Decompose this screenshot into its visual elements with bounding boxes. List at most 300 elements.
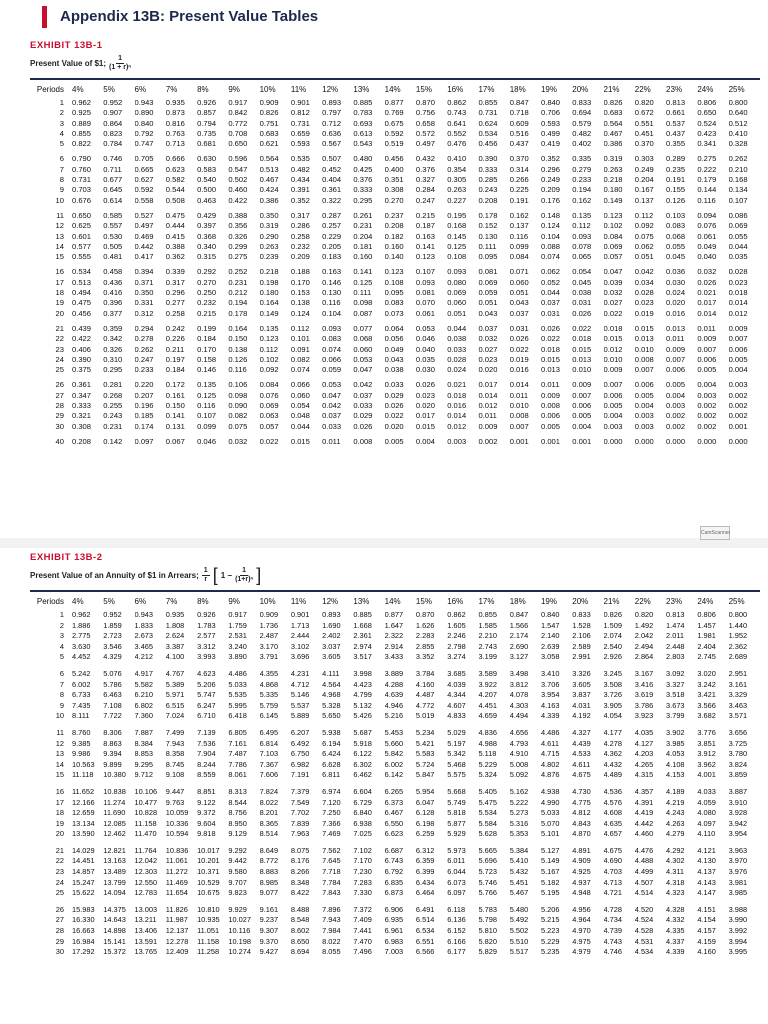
period-cell: 13 [55, 749, 64, 759]
table-row [30, 288, 760, 298]
value-cell: 0.326 [228, 231, 248, 241]
period-cell: 21 [55, 323, 64, 333]
period-cell: 24 [55, 877, 64, 887]
value-cell: 13.211 [134, 915, 157, 925]
value-cell: 9.108 [165, 770, 185, 780]
period-cell: 2 [59, 620, 64, 630]
value-cell: 0.074 [322, 344, 342, 354]
value-cell: 4.910 [509, 749, 529, 759]
value-cell: 0.046 [197, 436, 217, 446]
value-cell: 0.014 [728, 298, 748, 308]
period-cell: 11 [56, 210, 64, 220]
value-cell: 0.003 [634, 411, 654, 421]
period-cell: 18 [55, 808, 64, 818]
value-cell: 0.168 [728, 175, 748, 185]
value-cell: 0.322 [322, 195, 342, 205]
value-cell: 0.290 [259, 231, 279, 241]
value-cell: 4.121 [697, 845, 716, 855]
value-cell: 0.792 [134, 128, 154, 138]
value-cell: 0.011 [322, 436, 341, 446]
value-cell: 0.797 [322, 108, 342, 118]
value-cell: 4.528 [634, 926, 654, 936]
value-cell: 0.172 [165, 380, 185, 390]
value-cell: 7.161 [228, 738, 247, 748]
value-cell: 7.722 [103, 711, 122, 721]
table-row [30, 119, 760, 129]
value-cell: 0.049 [697, 241, 717, 251]
value-cell: 0.107 [728, 195, 748, 205]
value-cell: 0.481 [103, 252, 123, 262]
value-cell: 0.370 [634, 139, 654, 149]
value-cell: 0.394 [134, 267, 154, 277]
value-cell: 0.706 [540, 108, 560, 118]
value-cell: 6.002 [384, 759, 404, 769]
value-cell: 0.069 [603, 241, 623, 251]
value-cell: 8.760 [72, 727, 91, 737]
value-cell: 0.909 [259, 98, 279, 107]
value-cell: 0.252 [228, 267, 248, 277]
value-cell: 5.242 [72, 668, 91, 678]
value-cell: 0.026 [540, 323, 560, 333]
value-cell: 0.592 [384, 128, 404, 138]
value-cell: 13.134 [72, 818, 95, 828]
value-cell: 4.956 [572, 904, 591, 914]
value-cell: 0.002 [728, 401, 748, 411]
value-cell: 0.800 [728, 98, 748, 107]
value-cell: 0.009 [697, 334, 717, 344]
value-cell: 0.051 [634, 252, 654, 262]
value-cell: 0.131 [165, 421, 185, 431]
value-cell: 0.558 [134, 195, 154, 205]
value-cell: 0.458 [103, 267, 123, 277]
value-cell: 13.489 [103, 867, 126, 877]
exhibit-13b-1 [30, 40, 760, 447]
value-cell: 8.061 [228, 770, 247, 780]
value-cell: 6.198 [415, 818, 435, 828]
value-cell: 7.904 [197, 749, 216, 759]
formula-one: 1 − [220, 570, 233, 580]
value-cell: 0.184 [197, 334, 217, 344]
value-cell: 0.111 [353, 288, 372, 298]
table-row [30, 798, 760, 809]
value-cell: 0.037 [353, 390, 373, 400]
table-row [30, 437, 760, 447]
exhibit-title-text: Present Value of $1; [30, 58, 107, 68]
value-cell: 12.550 [134, 877, 158, 887]
value-cell: 0.145 [447, 231, 467, 241]
value-cell: 3.605 [322, 652, 341, 662]
value-cell: 0.022 [509, 344, 529, 354]
table-row [30, 196, 760, 206]
value-cell: 8.650 [290, 936, 310, 946]
value-cell: 4.031 [572, 700, 591, 710]
table-row [30, 926, 760, 937]
value-cell: 0.009 [478, 421, 498, 431]
value-cell: 0.362 [165, 252, 185, 262]
value-cell: 4.111 [322, 668, 340, 678]
value-cell: 3.329 [728, 690, 748, 700]
value-cell: 0.015 [603, 334, 623, 344]
value-cell: 2.042 [634, 631, 654, 641]
value-cell: 0.057 [603, 252, 623, 262]
value-cell: 6.302 [353, 759, 372, 769]
value-cell: 5.492 [509, 915, 529, 925]
value-cell: 0.388 [228, 210, 248, 220]
value-cell: 0.170 [197, 344, 217, 354]
value-cell: 2.448 [666, 641, 685, 651]
value-cell: 0.043 [509, 298, 529, 308]
value-cell: 5.453 [384, 727, 404, 737]
value-cell: 0.069 [259, 401, 279, 411]
value-cell: 1.440 [728, 620, 748, 630]
value-cell: 9.292 [228, 845, 247, 855]
value-cell: 0.247 [134, 354, 154, 364]
table-row [30, 867, 760, 878]
value-cell: 0.215 [415, 210, 435, 220]
value-cell: 0.885 [353, 610, 372, 619]
value-cell: 0.354 [447, 164, 467, 174]
value-cell: 0.007 [634, 365, 654, 375]
value-cell: 0.434 [290, 175, 310, 185]
value-cell: 2.639 [540, 641, 560, 651]
table-row [30, 232, 760, 242]
rate-header: 13% [353, 596, 370, 606]
value-cell: 8.602 [290, 926, 310, 936]
value-cell: 0.292 [197, 267, 217, 277]
value-cell: 0.029 [353, 411, 373, 421]
table-row [30, 621, 760, 632]
value-cell: 0.534 [72, 267, 92, 277]
value-cell: 3.619 [634, 690, 654, 700]
value-cell: 1.859 [103, 620, 122, 630]
value-cell: 2.803 [666, 652, 685, 662]
value-cell: 0.813 [666, 610, 685, 619]
value-cell: 10.836 [165, 845, 189, 855]
value-cell: 0.712 [322, 118, 342, 128]
value-cell: 0.195 [447, 210, 467, 220]
table-row [30, 947, 760, 958]
value-cell: 0.000 [728, 436, 748, 446]
exhibit-label: EXHIBIT 13B-2 [30, 552, 103, 563]
value-cell: 0.429 [197, 210, 217, 220]
value-cell: 0.044 [540, 288, 560, 298]
value-cell: 7.191 [290, 770, 310, 780]
value-cell: 0.500 [197, 185, 217, 195]
value-cell: 4.489 [603, 770, 623, 780]
value-cell: 0.505 [103, 241, 123, 251]
value-cell: 4.488 [634, 856, 654, 866]
value-cell: 10.116 [228, 926, 251, 936]
value-cell: 1.668 [353, 620, 372, 630]
value-cell: 0.439 [72, 323, 92, 333]
value-cell: 0.001 [572, 436, 592, 446]
value-cell: 0.024 [447, 365, 467, 375]
period-cell: 25 [55, 365, 64, 375]
value-cell: 0.074 [290, 365, 310, 375]
pv-table [30, 80, 760, 447]
table-row [30, 175, 760, 185]
formula-lead-numerator: 1 [203, 566, 208, 574]
value-cell: 5.783 [478, 904, 497, 914]
value-cell: 0.295 [103, 365, 123, 375]
value-cell: 0.812 [290, 108, 310, 118]
value-cell: 5.502 [509, 926, 529, 936]
value-cell: 0.746 [103, 154, 123, 164]
value-cell: 0.257 [322, 221, 342, 231]
value-cell: 7.487 [228, 749, 247, 759]
table-row [30, 701, 760, 712]
value-cell: 0.015 [634, 323, 654, 333]
value-cell: 4.108 [666, 759, 685, 769]
value-cell: 0.036 [666, 267, 686, 277]
rate-header: 5% [103, 84, 115, 94]
value-cell: 0.676 [72, 195, 92, 205]
period-cell: 15 [55, 770, 64, 780]
table-row [30, 856, 760, 867]
value-cell: 4.039 [447, 679, 466, 689]
value-cell: 5.234 [415, 727, 435, 737]
value-cell: 7.366 [322, 818, 341, 828]
value-cell: 0.112 [572, 221, 591, 231]
value-cell: 0.813 [666, 98, 686, 107]
value-cell: 11.258 [197, 947, 220, 957]
value-cell: 0.000 [666, 436, 686, 446]
value-cell: 0.010 [509, 401, 529, 411]
value-cell: 6.814 [259, 738, 279, 748]
value-cell: 4.979 [572, 947, 591, 957]
rate-header: 5% [103, 596, 115, 606]
period-cell: 19 [55, 818, 64, 828]
value-cell: 4.143 [697, 877, 716, 887]
value-cell: 0.243 [103, 411, 123, 421]
value-cell: 0.233 [572, 175, 592, 185]
value-cell: 0.023 [478, 354, 498, 364]
value-cell: 0.009 [666, 344, 686, 354]
value-cell: 9.707 [228, 877, 247, 887]
value-cell: 2.283 [415, 631, 435, 641]
value-cell: 5.724 [415, 759, 435, 769]
value-cell: 0.018 [447, 390, 467, 400]
value-cell: 0.551 [634, 118, 654, 128]
value-cell: 4.110 [697, 829, 716, 839]
value-cell: 0.410 [447, 154, 467, 164]
value-cell: 11.158 [134, 818, 157, 828]
value-cell: 0.055 [666, 241, 686, 251]
value-cell: 6.259 [415, 829, 435, 839]
value-cell: 3.199 [478, 652, 497, 662]
value-cell: 0.645 [103, 185, 123, 195]
value-cell: 6.399 [415, 867, 435, 877]
value-cell: 0.062 [634, 241, 654, 251]
value-cell: 2.855 [415, 641, 435, 651]
value-cell: 5.938 [322, 727, 341, 737]
value-cell: 4.656 [509, 727, 529, 737]
value-cell: 0.004 [697, 380, 717, 390]
value-cell: 0.026 [572, 308, 592, 318]
value-cell: 7.984 [322, 926, 341, 936]
value-cell: 0.917 [228, 98, 248, 107]
value-cell: 0.112 [290, 323, 310, 333]
value-cell: 0.400 [384, 164, 404, 174]
value-cell: 8.649 [259, 845, 279, 855]
value-cell: 4.870 [572, 829, 591, 839]
period-cell: 18 [55, 288, 64, 298]
value-cell: 0.333 [478, 164, 498, 174]
value-cell: 3.985 [728, 888, 748, 898]
value-cell: 0.011 [509, 390, 529, 400]
value-cell: 5.132 [353, 700, 372, 710]
value-cell: 0.017 [697, 298, 717, 308]
value-cell: 0.077 [353, 323, 373, 333]
value-cell: 0.059 [478, 288, 498, 298]
value-cell: 9.818 [197, 829, 216, 839]
value-cell: 0.002 [697, 401, 717, 411]
value-cell: 6.136 [447, 915, 466, 925]
value-cell: 0.747 [134, 139, 154, 149]
value-cell: 0.031 [572, 298, 592, 308]
table-row [30, 365, 760, 375]
value-cell: 0.011 [478, 411, 497, 421]
value-cell: 0.069 [728, 221, 748, 231]
value-cell: 0.116 [322, 298, 341, 308]
value-cell: 0.402 [572, 139, 592, 149]
value-cell: 3.127 [509, 652, 529, 662]
value-cell: 0.855 [478, 98, 498, 107]
value-cell: 6.687 [384, 845, 404, 855]
period-cell: 5 [59, 139, 64, 149]
value-cell: 4.730 [572, 786, 591, 796]
value-cell: 8.244 [197, 759, 216, 769]
value-cell: 11.987 [165, 915, 188, 925]
value-cell: 0.672 [634, 108, 654, 118]
value-cell: 0.037 [322, 411, 342, 421]
value-cell: 10.477 [134, 797, 158, 807]
value-cell: 0.009 [728, 323, 748, 333]
value-cell: 2.673 [134, 631, 154, 641]
value-cell: 2.974 [353, 641, 372, 651]
value-cell: 0.661 [666, 108, 686, 118]
table-row [30, 739, 760, 750]
rate-header: 13% [353, 84, 370, 94]
value-cell: 0.361 [322, 185, 342, 195]
value-cell: 0.275 [228, 252, 248, 262]
value-cell: 9.447 [165, 786, 185, 796]
table-row [30, 749, 760, 760]
value-cell: 5.575 [447, 770, 466, 780]
value-cell: 5.353 [509, 829, 529, 839]
value-cell: 0.502 [228, 175, 248, 185]
value-cell: 0.321 [72, 411, 92, 421]
value-cell: 4.292 [666, 845, 685, 855]
value-cell: 0.124 [540, 221, 560, 231]
value-cell: 0.116 [197, 401, 216, 411]
value-cell: 4.053 [666, 749, 685, 759]
value-cell: 13.003 [134, 904, 158, 914]
value-cell: 0.194 [572, 185, 592, 195]
value-cell: 0.708 [228, 128, 248, 138]
value-cell: 0.000 [697, 436, 717, 446]
value-cell: 5.759 [259, 700, 279, 710]
value-cell: 4.536 [603, 786, 623, 796]
value-cell: 6.434 [415, 877, 435, 887]
value-cell: 0.182 [384, 231, 404, 241]
value-cell: 2.402 [322, 631, 341, 641]
value-cell: 0.116 [509, 231, 529, 241]
value-cell: 0.303 [634, 154, 654, 164]
value-cell: 0.016 [447, 401, 467, 411]
value-cell: 4.743 [603, 936, 623, 946]
value-cell: 5.535 [228, 690, 247, 700]
value-cell: 0.641 [447, 118, 467, 128]
value-cell: 0.048 [290, 411, 310, 421]
value-cell: 0.011 [666, 334, 685, 344]
value-cell: 10.336 [165, 818, 189, 828]
value-cell: 9.442 [228, 856, 247, 866]
rate-header: 21% [603, 84, 620, 94]
table-body [30, 98, 760, 447]
value-cell: 6.122 [353, 749, 372, 759]
value-cell: 0.650 [697, 108, 717, 118]
value-cell: 0.519 [384, 139, 404, 149]
value-cell: 11.470 [134, 829, 157, 839]
value-cell: 0.425 [353, 164, 373, 174]
value-cell: 7.441 [353, 926, 372, 936]
value-cell: 0.279 [572, 164, 592, 174]
value-cell: 8.266 [290, 867, 310, 877]
period-cell: 9 [59, 185, 64, 195]
value-cell: 0.161 [165, 390, 185, 400]
value-cell: 0.826 [603, 610, 623, 619]
value-cell: 0.004 [666, 390, 686, 400]
value-cell: 0.640 [728, 108, 748, 118]
value-cell: 0.368 [197, 231, 217, 241]
value-cell: 0.537 [666, 118, 686, 128]
value-cell: 6.492 [290, 738, 310, 748]
value-cell: 4.564 [322, 679, 341, 689]
value-cell: 0.086 [728, 210, 748, 220]
value-cell: 5.162 [509, 786, 529, 796]
value-cell: 5.510 [509, 936, 529, 946]
value-cell: 6.710 [197, 711, 216, 721]
value-cell: 0.123 [603, 210, 623, 220]
value-cell: 2.926 [603, 652, 623, 662]
value-cell: 0.763 [165, 128, 185, 138]
value-cell: 0.006 [540, 411, 560, 421]
value-cell: 0.893 [322, 610, 341, 619]
value-cell: 6.974 [322, 786, 341, 796]
value-cell: 0.174 [134, 421, 154, 431]
value-cell: 0.422 [228, 195, 248, 205]
value-cell: 0.007 [666, 354, 686, 364]
value-cell: 0.790 [72, 154, 92, 164]
value-cell: 0.703 [72, 185, 92, 195]
value-cell: 0.047 [322, 390, 342, 400]
value-cell: 0.069 [447, 288, 467, 298]
value-cell: 2.487 [259, 631, 279, 641]
value-cell: 0.527 [134, 210, 154, 220]
value-cell: 4.948 [572, 888, 591, 898]
value-cell: 2.011 [666, 631, 684, 641]
table-row [30, 610, 760, 621]
value-cell: 4.607 [447, 700, 466, 710]
table-row [30, 878, 760, 889]
value-cell: 4.318 [666, 877, 685, 887]
value-cell: 7.496 [353, 947, 372, 957]
value-cell: 5.101 [540, 829, 560, 839]
value-cell: 0.012 [478, 401, 498, 411]
value-cell: 0.335 [572, 154, 592, 164]
value-cell: 5.389 [165, 679, 185, 689]
